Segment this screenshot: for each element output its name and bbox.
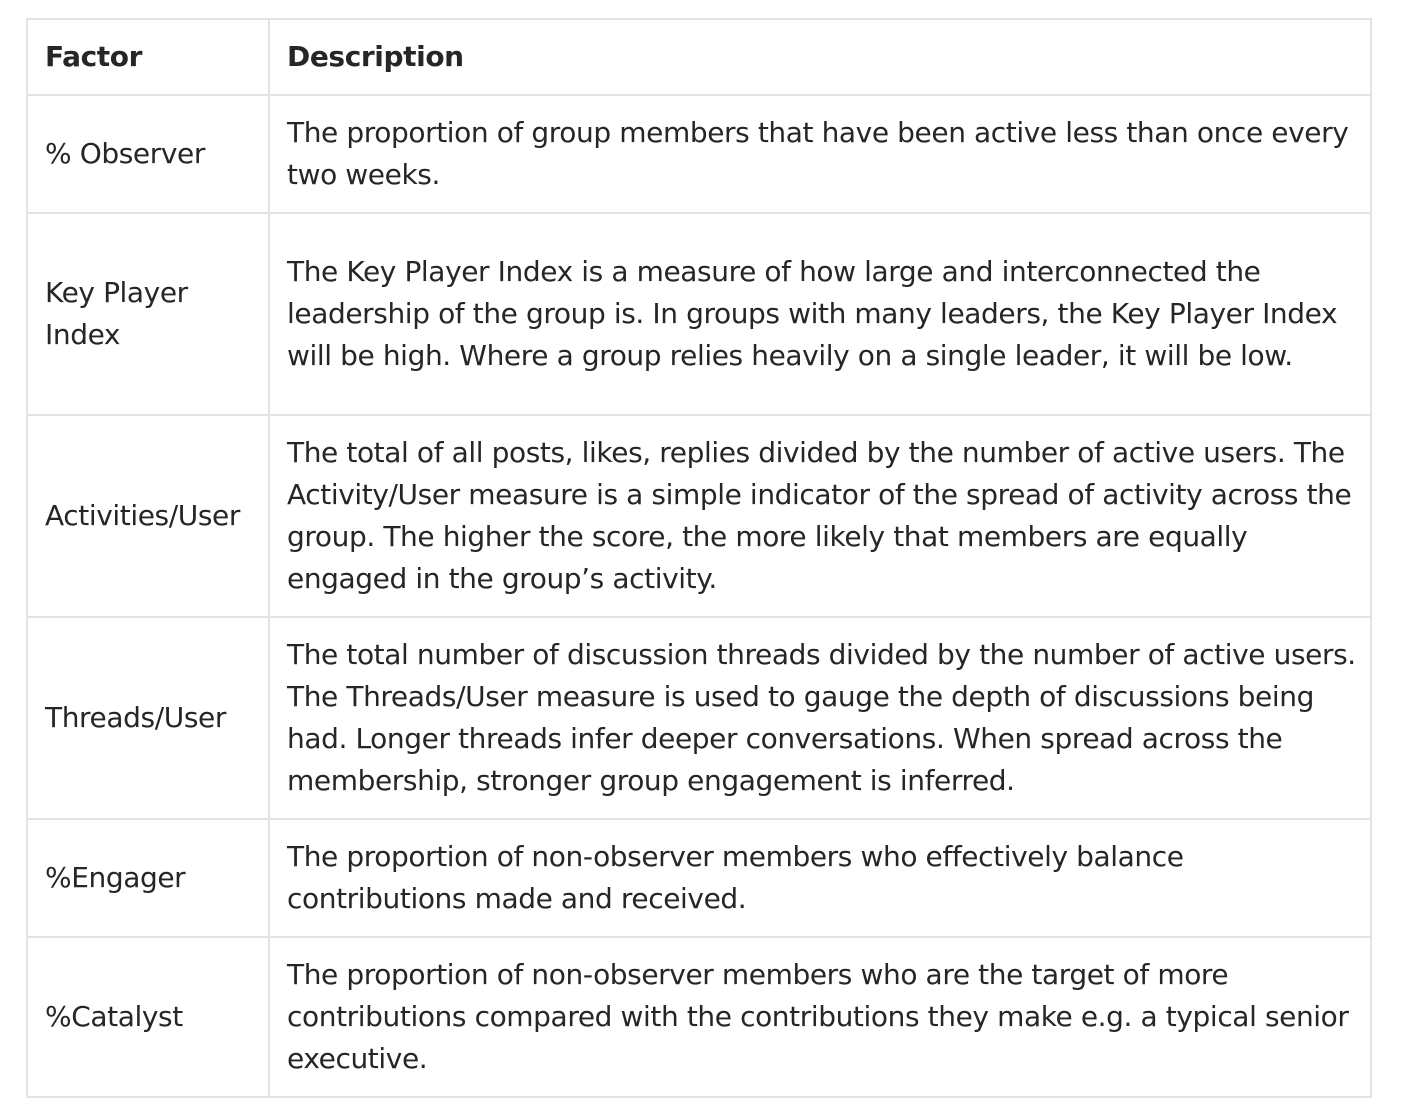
- description-cell: The proportion of non-observer members who are the target of more contributions compared with the contributions they make e.g. a typical senior executive.: [269, 937, 1371, 1097]
- description-cell: The total number of discussion threads divided by the number of active users. The Threads/User measure is used to gauge the depth of discussions being had. Longer threads infer deeper conversations. When spread across the membership, stronger group engagement is inferred.: [269, 617, 1371, 819]
- factor-cell: %Engager: [27, 819, 269, 937]
- header-factor: Factor: [27, 19, 269, 95]
- table-row: [27, 617, 1371, 819]
- factor-cell: %Catalyst: [27, 937, 269, 1097]
- factor-table: [26, 18, 1372, 1098]
- table-row: [27, 937, 1371, 1097]
- header-description: Description: [269, 19, 1371, 95]
- factor-cell: Key Player Index: [27, 213, 269, 415]
- table-row: [27, 213, 1371, 415]
- factor-table-container: [26, 18, 1370, 1098]
- description-cell: The proportion of non-observer members who effectively balance contributions made and received.: [269, 819, 1371, 937]
- factor-cell: % Observer: [27, 95, 269, 213]
- table-header-row: [27, 19, 1371, 95]
- table-row: [27, 95, 1371, 213]
- factor-cell: Activities/User: [27, 415, 269, 617]
- table-row: [27, 819, 1371, 937]
- description-cell: The total of all posts, likes, replies divided by the number of active users. The Activity/User measure is a simple indicator of the spread of activity across the group. The higher the score, the more likely that members are equally engaged in the group’s activity.: [269, 415, 1371, 617]
- table-row: [27, 415, 1371, 617]
- description-cell: The proportion of group members that have been active less than once every two weeks.: [269, 95, 1371, 213]
- factor-cell: Threads/User: [27, 617, 269, 819]
- description-cell: The Key Player Index is a measure of how large and interconnected the leadership of the group is. In groups with many leaders, the Key Player Index will be high. Where a group relies heavily on a single leader, it will be low.: [269, 213, 1371, 415]
